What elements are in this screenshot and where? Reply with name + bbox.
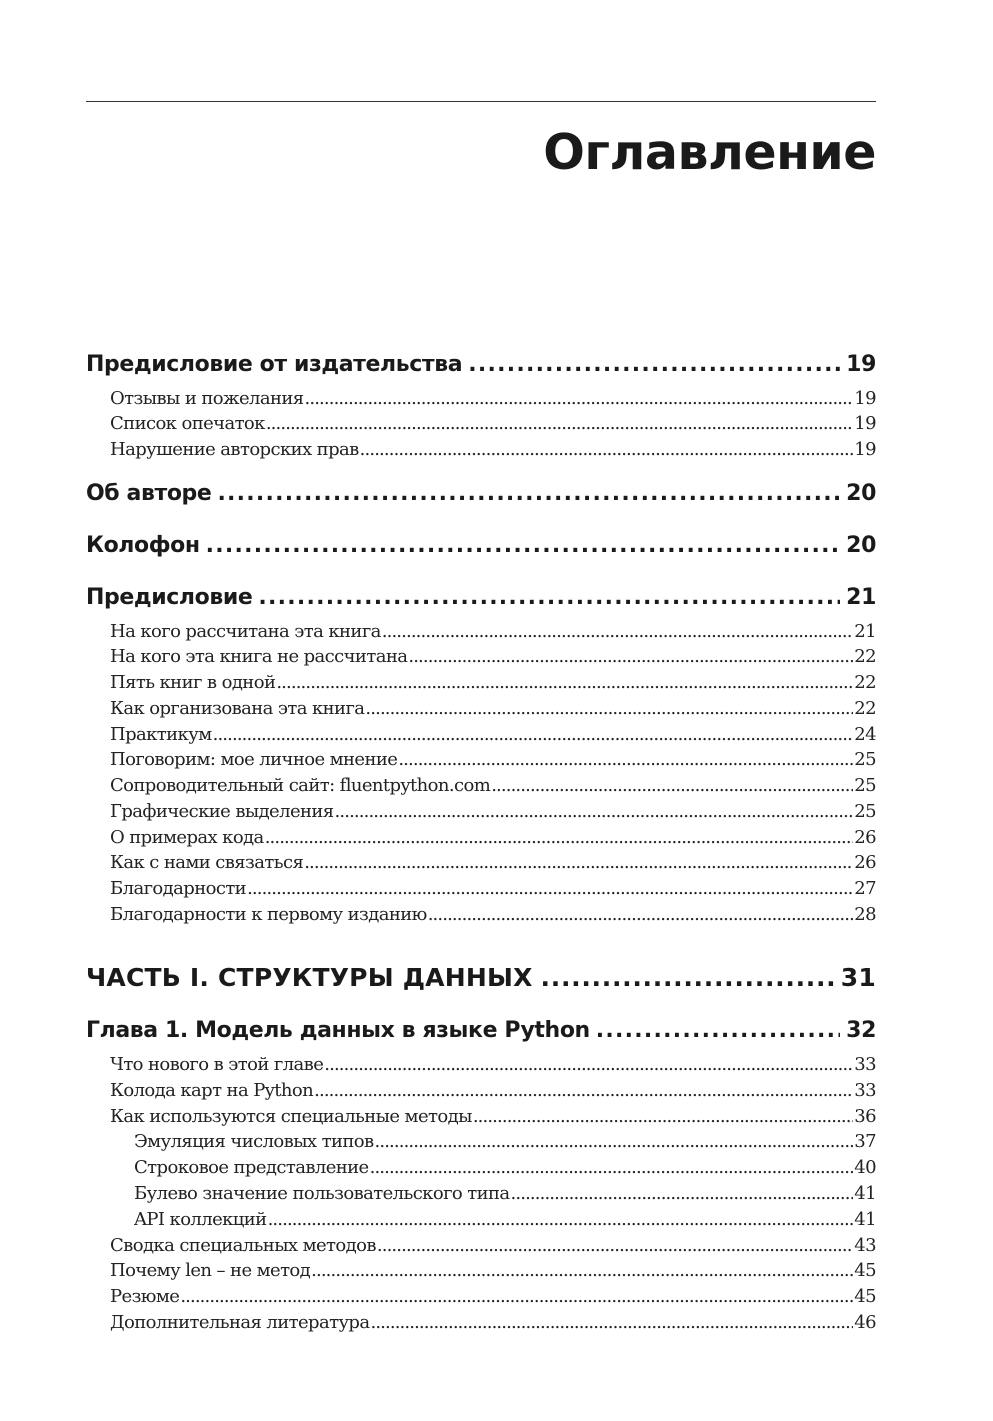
toc-entry[interactable] xyxy=(134,1207,876,1233)
toc-leader xyxy=(305,386,854,412)
toc-entry-page: 22 xyxy=(854,698,876,719)
toc-entry-title: Предисловие xyxy=(86,585,253,610)
toc-leader xyxy=(314,1078,853,1104)
toc-entry-title: Пять книг в одной xyxy=(110,672,276,693)
toc-leader xyxy=(596,1015,840,1047)
toc-leader xyxy=(377,1233,853,1259)
toc-leader xyxy=(266,411,853,437)
toc-entry-title: Колофон xyxy=(86,533,200,558)
toc-entry-page: 25 xyxy=(854,749,876,770)
toc-leader xyxy=(375,1129,854,1155)
toc-entry[interactable] xyxy=(110,850,876,876)
toc-leader xyxy=(213,722,854,748)
toc-entry[interactable] xyxy=(110,1258,876,1284)
toc-entry-title: Нарушение авторских прав xyxy=(110,439,359,460)
toc-leader xyxy=(217,478,840,510)
toc-leader xyxy=(365,696,853,722)
toc-entry[interactable] xyxy=(134,1155,876,1181)
toc-entry-title: Список опечаток xyxy=(110,413,265,434)
toc-entry[interactable] xyxy=(110,902,876,928)
toc-entry-title: Как с нами связаться xyxy=(110,852,304,873)
toc-entry-page: 40 xyxy=(854,1157,876,1178)
toc-entry[interactable] xyxy=(110,1284,876,1310)
toc-entry-page: 22 xyxy=(854,646,876,667)
toc-entry-page: 25 xyxy=(854,801,876,822)
toc-entry[interactable] xyxy=(110,1052,876,1078)
toc-entry[interactable] xyxy=(110,1078,876,1104)
toc-entry-title: Резюме xyxy=(110,1286,180,1307)
toc-leader xyxy=(382,619,854,645)
toc-leader xyxy=(370,1155,854,1181)
toc-entry-title: Глава 1. Модель данных в языке Python xyxy=(86,1018,590,1043)
toc-leader xyxy=(468,349,840,381)
toc-leader xyxy=(276,670,853,696)
toc-entry-page: 45 xyxy=(854,1286,876,1307)
toc-entry[interactable] xyxy=(134,1181,876,1207)
toc-entry[interactable] xyxy=(110,1310,876,1336)
toc-entry-title: Графические выделения xyxy=(110,801,334,822)
toc-entry[interactable] xyxy=(110,437,876,463)
toc-leader xyxy=(247,876,853,902)
toc-leader xyxy=(324,1052,853,1078)
toc-entry-page: 41 xyxy=(854,1209,876,1230)
toc-entry-page: 33 xyxy=(854,1080,876,1101)
toc-entry-title: Поговорим: мое личное мнение xyxy=(110,749,398,770)
toc-entry-title: Об авторе xyxy=(86,481,212,506)
toc-leader xyxy=(304,850,853,876)
toc-entry-page: 33 xyxy=(854,1054,876,1075)
toc-entry-page: 25 xyxy=(854,775,876,796)
toc-entry-title: Благодарности xyxy=(110,878,247,899)
toc-entry-title: Практикум xyxy=(110,724,212,745)
toc-entry[interactable] xyxy=(110,386,876,412)
toc-entry-page: 19 xyxy=(854,388,876,409)
toc-entry-title: Предисловие от издательства xyxy=(86,352,463,377)
toc-entry-title: Сопроводительный сайт: fluentpython.com xyxy=(110,775,491,796)
toc-leader xyxy=(473,1104,853,1130)
toc-entry-title: Что нового в этой главе xyxy=(110,1054,324,1075)
toc-entry[interactable] xyxy=(110,670,876,696)
toc-entry-title: На кого эта книга не рассчитана xyxy=(110,646,408,667)
toc-entry[interactable] xyxy=(110,876,876,902)
toc-entry-page: 45 xyxy=(854,1260,876,1281)
toc-entry[interactable] xyxy=(86,582,876,614)
toc-entry-title: Строковое представление xyxy=(134,1157,369,1178)
toc-entry-title: API коллекций xyxy=(134,1209,267,1230)
toc-entry-page: 37 xyxy=(854,1131,876,1152)
toc-leader xyxy=(370,1310,853,1336)
toc-entry[interactable] xyxy=(110,696,876,722)
toc-entry-title: Булево значение пользовательского типа xyxy=(134,1183,510,1204)
toc-entry-title: На кого рассчитана эта книга xyxy=(110,621,381,642)
toc-entry-title: Благодарности к первому изданию xyxy=(110,904,427,925)
toc-entry[interactable] xyxy=(86,349,876,381)
toc-chapter-heading[interactable] xyxy=(86,1015,876,1047)
toc-leader xyxy=(491,773,853,799)
toc-entry-title: Сводка специальных методов xyxy=(110,1235,376,1256)
toc-entry-title: Эмуляция числовых типов xyxy=(134,1131,374,1152)
toc-entry-page: 32 xyxy=(846,1018,876,1043)
toc-leader xyxy=(428,902,854,928)
toc-entry[interactable] xyxy=(110,747,876,773)
table-of-contents xyxy=(86,0,876,1421)
toc-entry-page: 41 xyxy=(854,1183,876,1204)
page-title: Оглавление xyxy=(543,124,876,181)
toc-entry-page: 19 xyxy=(854,413,876,434)
toc-leader xyxy=(180,1284,853,1310)
toc-entry-page: 31 xyxy=(840,963,876,992)
toc-entry-title: Как организована эта книга xyxy=(110,698,365,719)
toc-entry[interactable] xyxy=(110,644,876,670)
toc-entry[interactable] xyxy=(110,825,876,851)
toc-entry-page: 20 xyxy=(846,481,876,506)
toc-entry[interactable] xyxy=(110,1233,876,1259)
toc-entry-page: 22 xyxy=(854,672,876,693)
toc-leader xyxy=(335,799,854,825)
toc-entry-title: Дополнительная литература xyxy=(110,1312,370,1333)
toc-entry-page: 24 xyxy=(854,724,876,745)
toc-entry-page: 43 xyxy=(854,1235,876,1256)
toc-entry-title: ЧАСТЬ I. СТРУКТУРЫ ДАННЫХ xyxy=(86,963,533,992)
toc-entry-page: 19 xyxy=(846,352,876,377)
toc-entry-title: Колода карт на Python xyxy=(110,1080,314,1101)
toc-leader xyxy=(258,582,840,614)
toc-entry-page: 19 xyxy=(854,439,876,460)
toc-entry-title: Как используются специальные методы xyxy=(110,1106,472,1127)
toc-leader xyxy=(206,530,841,562)
toc-entry[interactable] xyxy=(110,1104,876,1130)
toc-entry-page: 28 xyxy=(854,904,876,925)
toc-entry-page: 21 xyxy=(846,585,876,610)
toc-entry[interactable] xyxy=(110,773,876,799)
toc-entry-page: 46 xyxy=(854,1312,876,1333)
toc-entry-page: 20 xyxy=(846,533,876,558)
toc-leader xyxy=(265,825,854,851)
toc-entry-page: 27 xyxy=(854,878,876,899)
toc-entry-page: 21 xyxy=(854,621,876,642)
toc-leader xyxy=(268,1207,854,1233)
toc-leader xyxy=(360,437,854,463)
toc-entry[interactable] xyxy=(86,478,876,510)
toc-entry-title: Почему len – не метод xyxy=(110,1260,311,1281)
toc-entry[interactable] xyxy=(134,1129,876,1155)
toc-entry[interactable] xyxy=(110,411,876,437)
toc-entry[interactable] xyxy=(86,530,876,562)
toc-entry[interactable] xyxy=(110,799,876,825)
toc-leader xyxy=(311,1258,853,1284)
toc-entry[interactable] xyxy=(110,722,876,748)
toc-leader xyxy=(398,747,853,773)
toc-entry[interactable] xyxy=(110,619,876,645)
toc-leader xyxy=(408,644,853,670)
toc-page xyxy=(86,0,876,1421)
toc-part-heading[interactable] xyxy=(86,960,876,996)
toc-leader xyxy=(511,1181,854,1207)
toc-entry-title: Отзывы и пожелания xyxy=(110,388,304,409)
toc-entry-title: О примерах кода xyxy=(110,827,264,848)
toc-leader xyxy=(541,960,837,996)
toc-entry-page: 26 xyxy=(854,852,876,873)
toc-entry-page: 36 xyxy=(854,1106,876,1127)
toc-entry-page: 26 xyxy=(854,827,876,848)
